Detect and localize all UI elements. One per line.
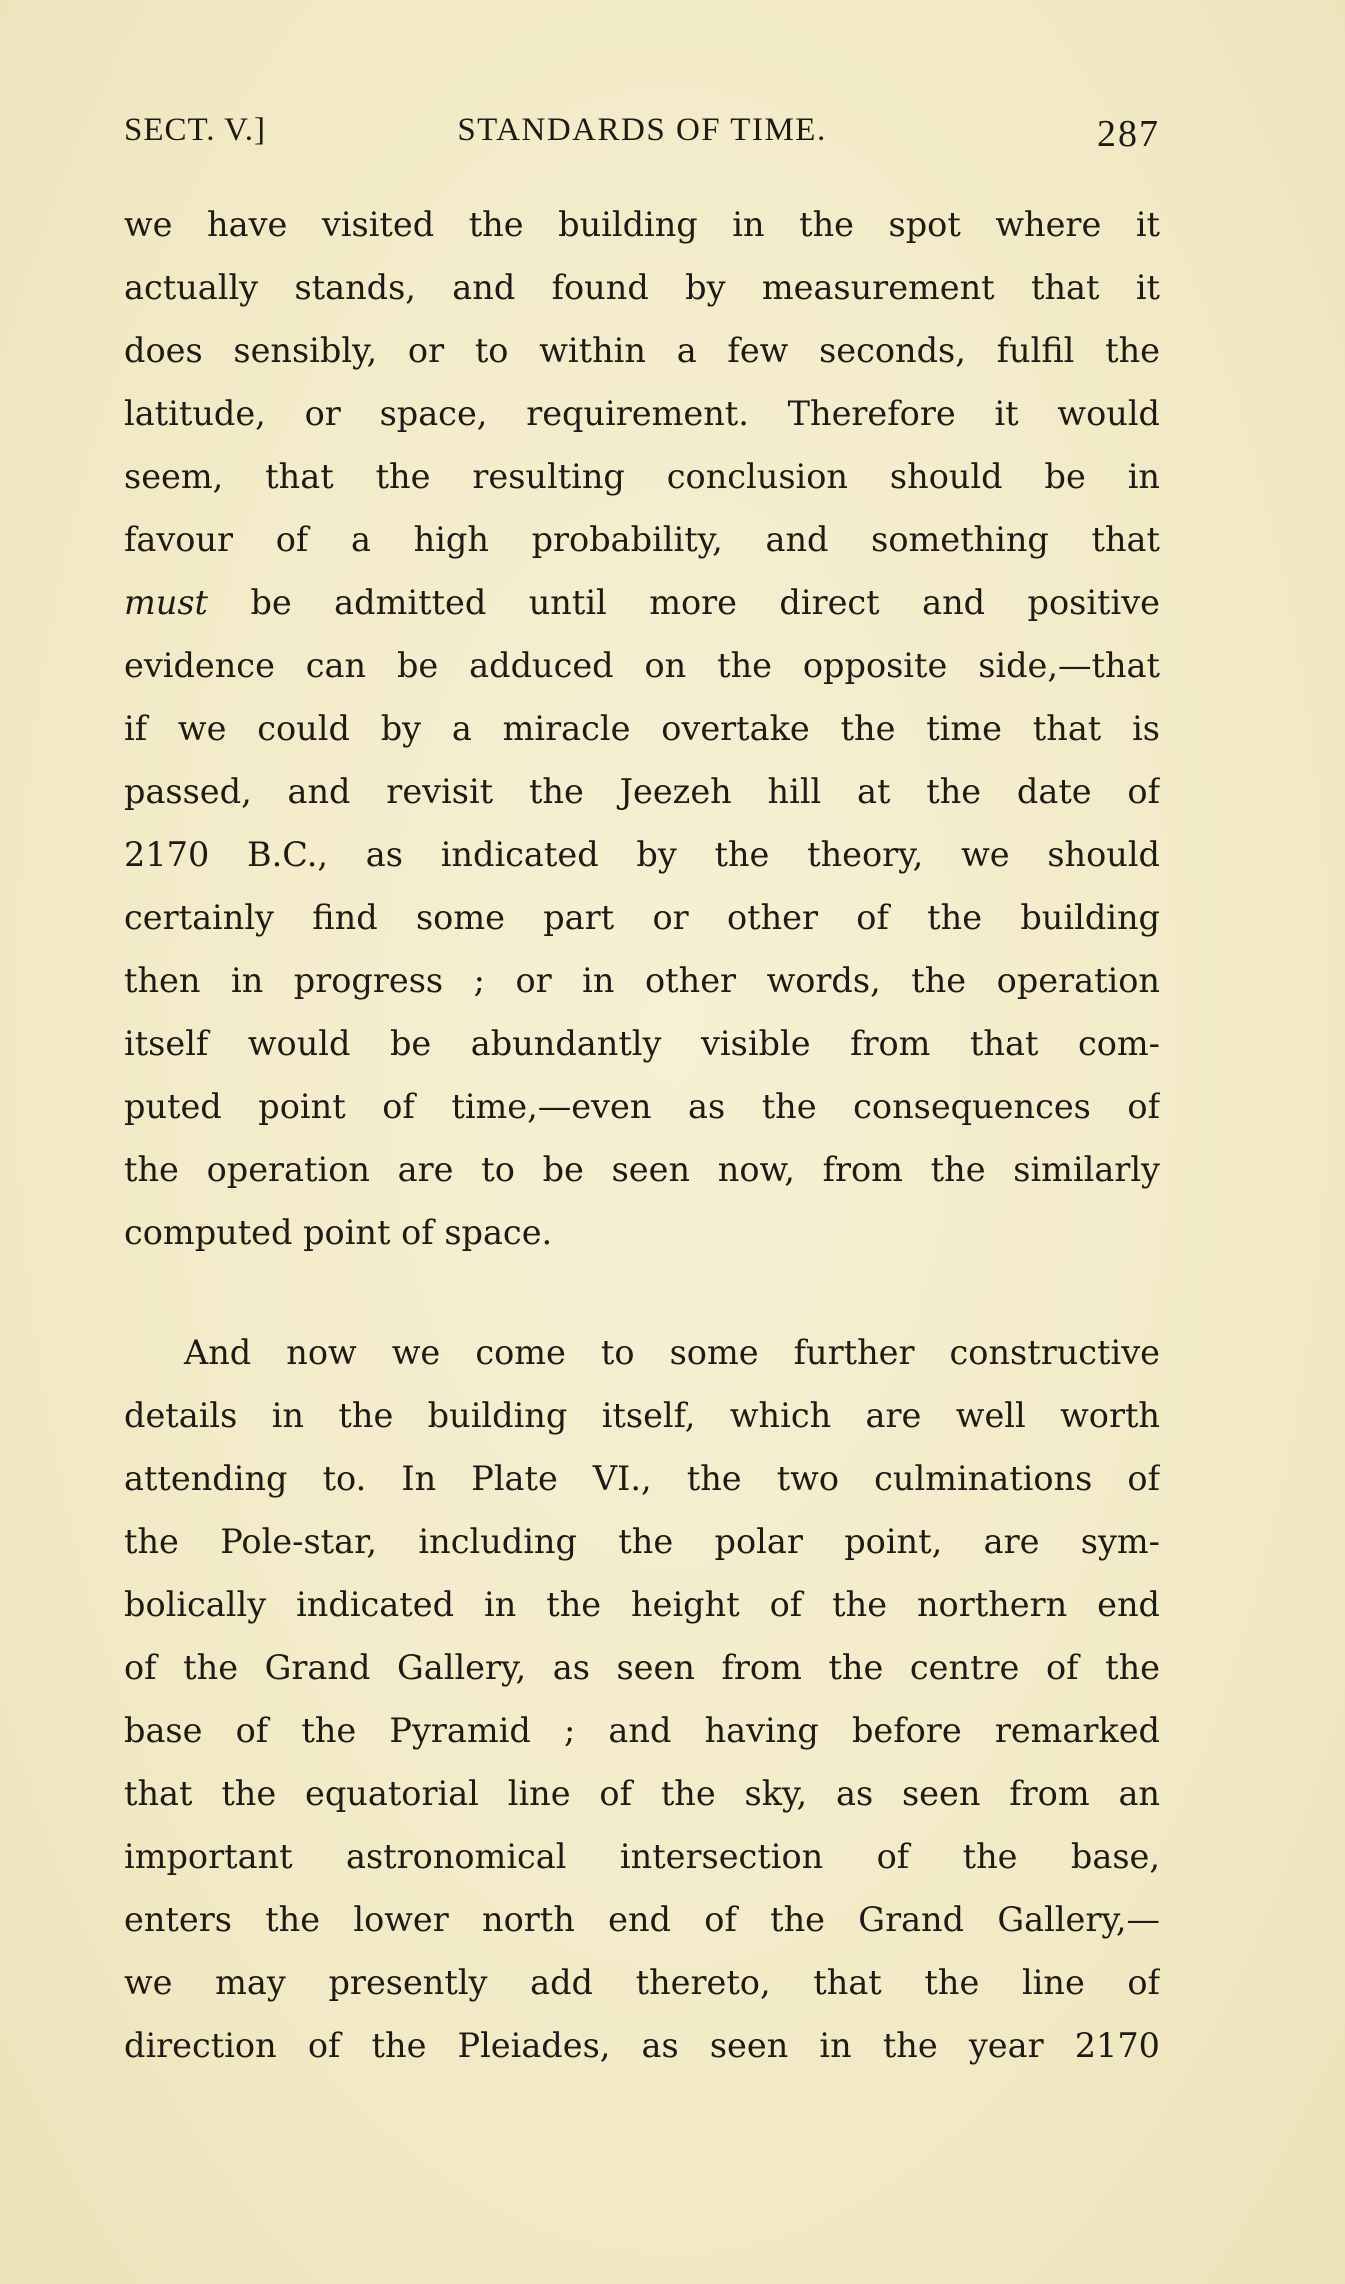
text-span: , the two culminations of <box>641 1459 1160 1498</box>
text-line: computed point of space. <box>124 1213 553 1252</box>
running-header <box>124 112 1160 162</box>
era-abbreviation: B.C. <box>247 835 318 874</box>
text-line: seem, that the resulting conclusion should be in <box>124 457 1160 496</box>
text-line: bolically indicated in the height of the northern end <box>124 1585 1160 1624</box>
italic-word: must <box>124 583 208 622</box>
paragraph-1 <box>124 193 1160 1264</box>
text-line: we have visited the building in the spot where it <box>124 205 1160 244</box>
text-line: details in the building itself, which are well worth <box>124 1396 1160 1435</box>
text-line <box>124 823 1160 886</box>
running-title: STANDARDS OF TIME. <box>457 112 827 148</box>
text-span: attending to. In Plate <box>124 1459 593 1498</box>
paragraph-2 <box>124 1321 1160 2077</box>
text-line: actually stands, and found by measurement that it <box>124 268 1160 307</box>
text-line: passed, and revisit the Jeezeh hill at the date of <box>124 772 1160 811</box>
text-span: , as indicated by the theory, we should <box>317 835 1160 874</box>
text-line: important astronomical intersection of the base, <box>124 1837 1160 1876</box>
year-number: 2170 <box>124 835 210 874</box>
text-line <box>124 1447 1160 1510</box>
text-line: favour of a high probability, and something that <box>124 520 1160 559</box>
text-line: direction of the Pleiades, as seen in the year 2170 <box>124 2026 1160 2065</box>
text-line: if we could by a miracle overtake the time that is <box>124 709 1160 748</box>
text-line: itself would be abundantly visible from that com- <box>124 1024 1160 1063</box>
text-line: And now we come to some further constructive <box>184 1333 1160 1372</box>
text-line: certainly find some part or other of the building <box>124 898 1160 937</box>
text-line: evidence can be adduced on the opposite side,—that <box>124 646 1160 685</box>
text-line: base of the Pyramid ; and having before remarked <box>124 1711 1160 1750</box>
text-line: puted point of time,—even as the consequences of <box>124 1087 1160 1126</box>
text-line: of the Grand Gallery, as seen from the centre of the <box>124 1648 1160 1687</box>
text-line: does sensibly, or to within a few seconds, fulfil the <box>124 331 1160 370</box>
text-line: the operation are to be seen now, from the similarly <box>124 1150 1160 1189</box>
text-line: we may presently add thereto, that the line of <box>124 1963 1160 2002</box>
text-line: the Pole-star, including the polar point, are sym- <box>124 1522 1160 1561</box>
text-span: be admitted until more direct and positive <box>208 583 1160 622</box>
text-line <box>124 571 1160 634</box>
section-label: SECT. V.] <box>124 112 266 148</box>
page-number: 287 <box>1097 113 1160 155</box>
plate-reference: VI. <box>592 1459 641 1498</box>
text-line: enters the lower north end of the Grand Gallery,— <box>124 1900 1160 1939</box>
text-line: that the equatorial line of the sky, as seen from an <box>124 1774 1160 1813</box>
text-line: then in progress ; or in other words, the operation <box>124 961 1160 1000</box>
text-line: latitude, or space, requirement. Therefore it would <box>124 394 1160 433</box>
